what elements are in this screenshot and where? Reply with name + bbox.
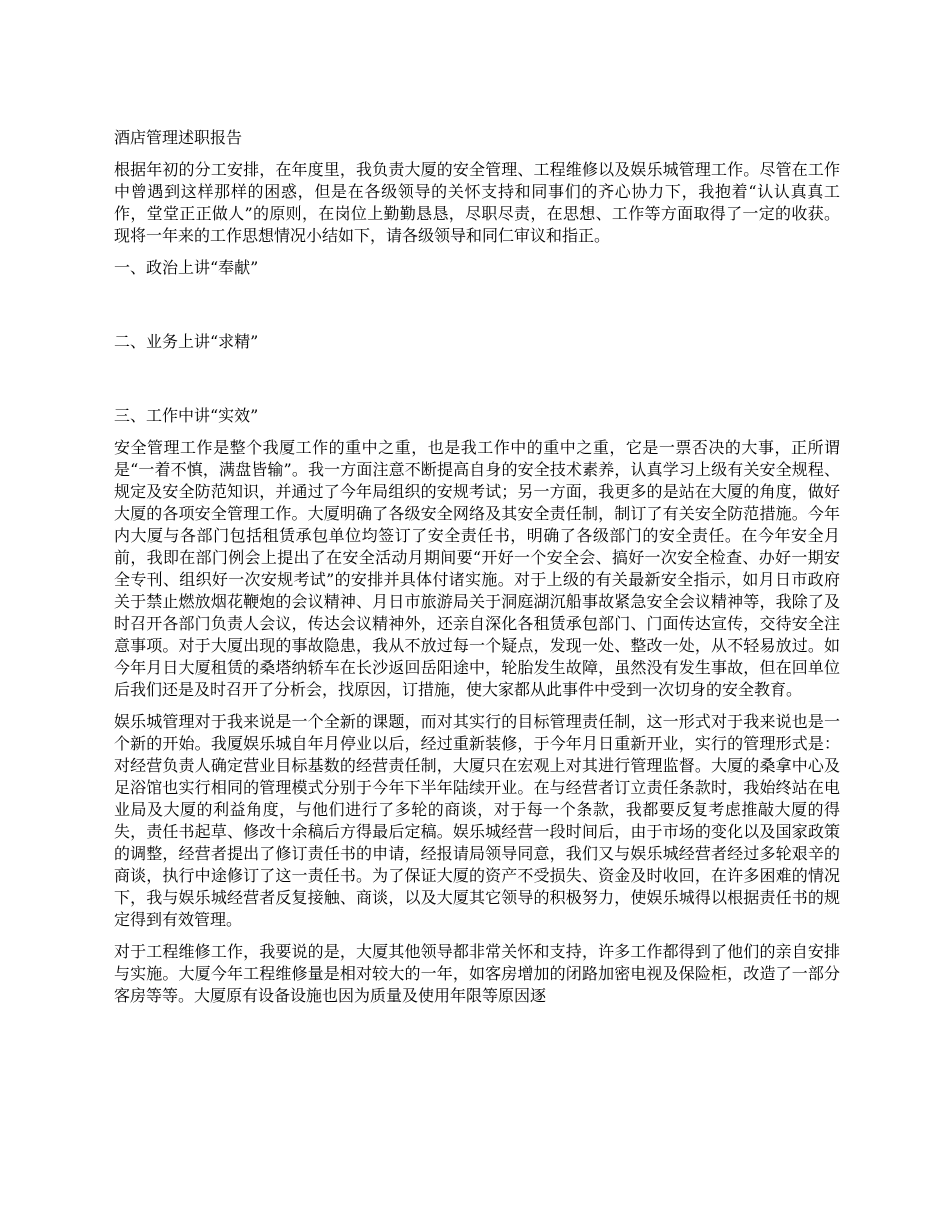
document-title: 酒店管理述职报告 <box>114 128 243 147</box>
section-spacer <box>114 289 840 331</box>
engineering-maintenance-paragraph: 对于工程维修工作，我要说的是，大厦其他领导都非常关怀和支持，许多工作都得到了他们的亲自安排与实施。大厦今年工程维修量是相对较大的一年，如客房增加的闭路加密电视及保险柜，改造了一部分客房等等。大厦原有设备设施也因为质量及使用年限等原因逐 <box>114 942 840 1005</box>
entertainment-management-paragraph: 娱乐城管理对于我来说是一个全新的课题，而对其实行的目标管理责任制，这一形式对于我来说也是一个新的开始。我厦娱乐城自年月停业以后，经过重新装修，于今年月日重新开业，实行的管理形式是：对经营负责人确定营业目标基数的经营责任制，大厦只在宏观上对其进行管理监督。大厦的桑拿中心及足浴馆也实行相同的管理模式分别于今年下半年陆续开业。在与经营者订立责任条款时，我始终站在电业局及大厦的利益角度，与他们进行了多轮的商谈，对于每一个条款，我都要反复考虑推敲大厦的得失，责任书起草、修改十余稿后方得最后定稿。娱乐城经营一段时间后，由于市场的变化以及国家政策的调整，经营者提出了修订责任书的申请，经报请局领导同意，我们又与娱乐城经营者经过多轮艰辛的商谈，执行中途修订了这一责任书。为了保证大厦的资产不受损失、资金及时收回，在许多困难的情况下，我与娱乐城经营者反复接触、商谈，以及大厦其它领导的积极努力，使娱乐城得以根据责任书的规定得到有效管理。 <box>114 712 840 929</box>
section-heading-work: 三、工作中讲“实效” <box>114 406 259 425</box>
section-heading-business: 二、业务上讲“求精” <box>114 332 259 351</box>
intro-paragraph: 根据年初的分工安排，在年度里，我负责大厦的安全管理、工程维修以及娱乐城管理工作。尽管在工作中曾遇到这样那样的困惑，但是在各级领导的关怀支持和同事们的齐心协力下，我抱着“认认真真工作，堂堂正正做人”的原则，在岗位上勤勤恳恳，尽职尽责，在思想、工作等方面取得了一定的收获。现将一年来的工作思想情况小结如下，请各级领导和同仁审议和指正。 <box>114 160 840 245</box>
document-page <box>114 127 840 1017</box>
section-heading-politics: 一、政治上讲“奉献” <box>114 258 259 277</box>
section-spacer <box>114 363 840 405</box>
safety-management-paragraph: 安全管理工作是整个我厦工作的重中之重，也是我工作中的重中之重，它是一票否决的大事，正所谓是“一着不慎，满盘皆输”。我一方面注意不断提高自身的安全技术素养，认真学习上级有关安全规程、规定及安全防范知识，并通过了今年局组织的安规考试；另一方面，我更多的是站在大厦的角度，做好大厦的各项安全管理工作。大厦明确了各级安全网络及其安全责任制，制订了有关安全防范措施。今年内大厦与各部门包括租赁承包单位均签订了安全责任书，明确了各级部门的安全责任。在今年安全月前，我即在部门例会上提出了在安全活动月期间要“开好一个安全会、搞好一次安全检查、办好一期安全专刊、组织好一次安规考试”的安排并具体付诸实施。对于上级的有关最新安全指示，如月日市政府关于禁止燃放烟花鞭炮的会议精神、月日市旅游局关于洞庭湖沉船事故紧急安全会议精神等，我除了及时召开各部门负责人会议，传达会议精神外，还亲自深化各租赁承包部门、门面传达宣传，交待安全注意事项。对于大厦出现的事故隐患，我从不放过每一个疑点，发现一处、整改一处，从不轻易放过。如今年月日大厦租赁的桑塔纳轿车在长沙返回岳阳途中，轮胎发生故障，虽然没有发生事故，但在回单位后我们还是及时召开了分析会，找原因，订措施，使大家都从此事件中受到一次切身的安全教育。 <box>114 438 840 699</box>
